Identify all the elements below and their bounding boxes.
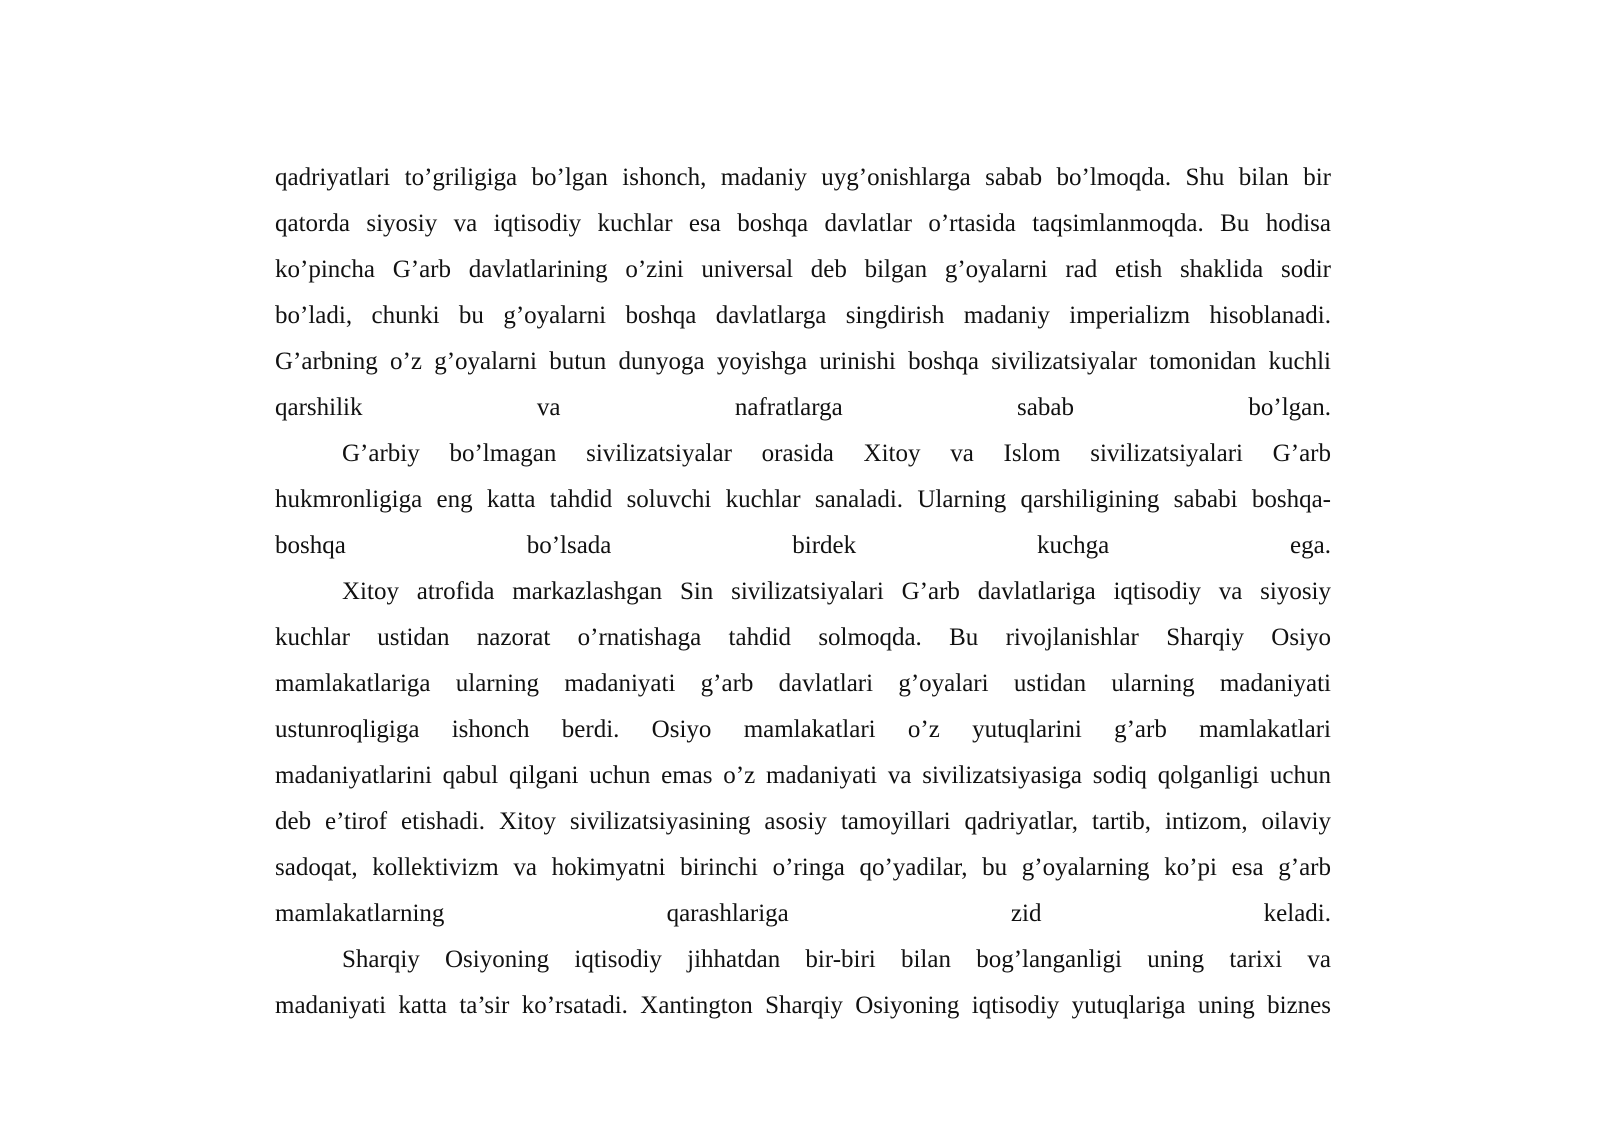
text-line: bo’ladi, chunki bu g’oyalarni boshqa davlatlarga singdirish madaniy imperializm hisoblanadi. — [275, 302, 1331, 329]
text-line: mamlakatlariga ularning madaniyati g’arb davlatlari g’oyalari ustidan ularning madaniyati — [275, 670, 1331, 697]
text-line: qadriyatlari to’griligiga bo’lgan ishonch, madaniy uyg’onishlarga sabab bo’lmoqda. Shu bilan bir — [275, 164, 1331, 191]
text-line: madaniyati katta ta’sir ko’rsatadi. Xantington Sharqiy Osiyoning iqtisodiy yutuqlariga uning biznes — [275, 992, 1331, 1019]
text-line: mamlakatlarning qarashlariga zid keladi. — [275, 900, 1331, 927]
text-line: boshqa bo’lsada birdek kuchga ega. — [275, 532, 1331, 559]
text-line: madaniyatlarini qabul qilgani uchun emas o’z madaniyati va sivilizatsiyasiga sodiq qolganligi uchun — [275, 762, 1331, 789]
text-line: deb e’tirof etishadi. Xitoy sivilizatsiyasining asosiy tamoyillari qadriyatlar, tartib, intizom, oilaviy — [275, 808, 1331, 835]
paragraph-first-line: G’arbiy bo’lmagan sivilizatsiyalar orasida Xitoy va Islom sivilizatsiyalari G’arb — [342, 440, 1331, 467]
paragraph-first-line: Sharqiy Osiyoning iqtisodiy jihhatdan bir-biri bilan bog’langanligi uning tarixi va — [342, 946, 1331, 973]
text-line: ko’pincha G’arb davlatlarining o’zini universal deb bilgan g’oyalarni rad etish shaklida sodir — [275, 256, 1331, 283]
text-line: G’arbning o’z g’oyalarni butun dunyoga yoyishga urinishi boshqa sivilizatsiyalar tomonidan kuchli — [275, 348, 1331, 375]
body-text — [275, 155, 1331, 1029]
paragraph-first-line: Xitoy atrofida markazlashgan Sin sivilizatsiyalari G’arb davlatlariga iqtisodiy va siyosiy — [342, 578, 1331, 605]
text-line: qarshilik va nafratlarga sabab bo’lgan. — [275, 394, 1331, 421]
text-line: qatorda siyosiy va iqtisodiy kuchlar esa boshqa davlatlar o’rtasida taqsimlanmoqda. Bu hodisa — [275, 210, 1331, 237]
text-line: hukmronligiga eng katta tahdid soluvchi kuchlar sanaladi. Ularning qarshiligining sababi boshqa- — [275, 486, 1331, 513]
text-line: ustunroqligiga ishonch berdi. Osiyo mamlakatlari o’z yutuqlarini g’arb mamlakatlari — [275, 716, 1331, 743]
text-line: sadoqat, kollektivizm va hokimyatni birinchi o’ringa qo’yadilar, bu g’oyalarning ko’pi esa g’arb — [275, 854, 1331, 881]
text-line: kuchlar ustidan nazorat o’rnatishaga tahdid solmoqda. Bu rivojlanishlar Sharqiy Osiyo — [275, 624, 1331, 651]
